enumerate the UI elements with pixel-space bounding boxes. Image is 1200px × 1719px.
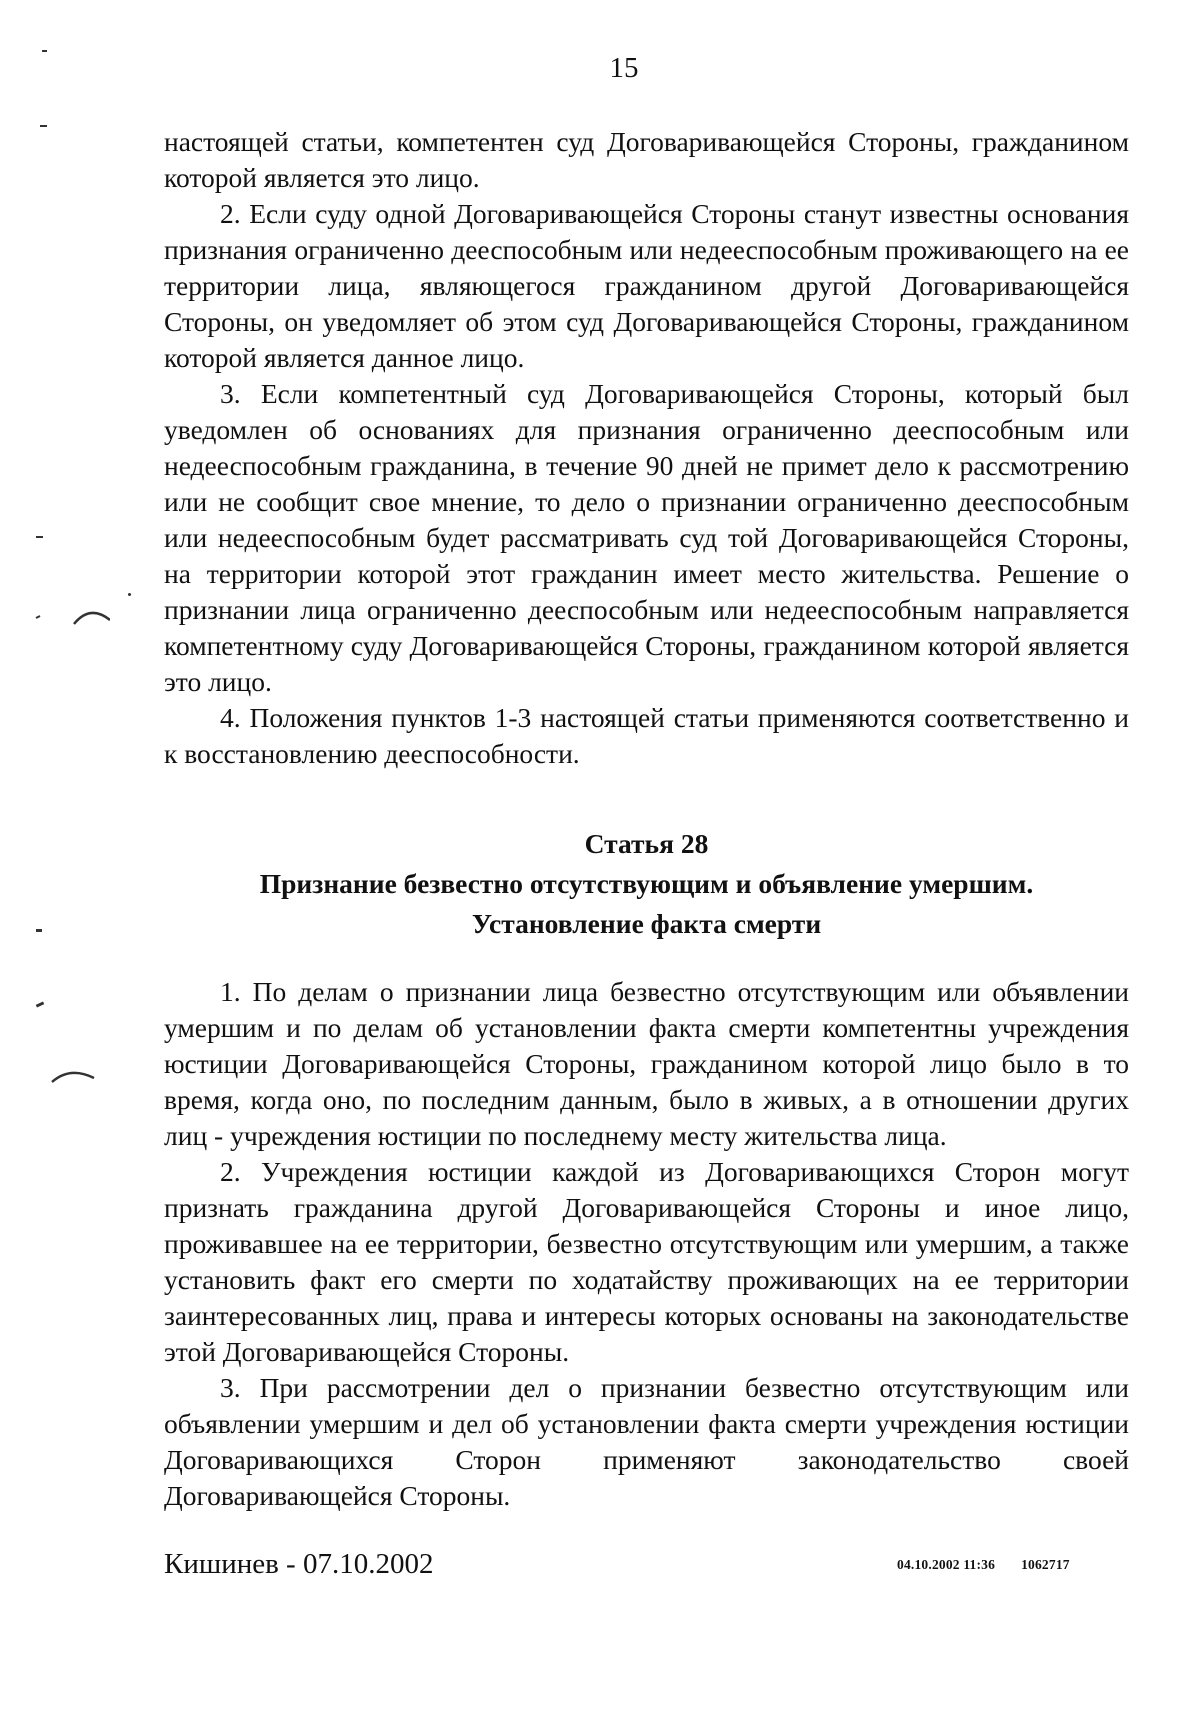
article-paragraph-2: 2. Учреждения юстиции каждой из Договаривающихся Сторон могут признать гражданина другой Договаривающейся Стороны и иное лицо, проживавшее на ее территории, безвестно отсутствующим или умершим, а также установить факт его смерти по ходатайству проживающих на ее территории заинтересованных лиц, права и интересы которых основаны на законодательстве этой Договаривающейся Стороны. <box>164 1156 1129 1367</box>
page-number: 15 <box>609 52 639 84</box>
article-paragraph-3: 3. При рассмотрении дел о признании безвестно отсутствующим или объявлении умершим и дел об установлении факта смерти учреждения юстиции Договаривающихся Сторон применяют законодательство своей Договаривающейся Стороны. <box>164 1372 1129 1511</box>
footer-doc-number: 1062717 <box>1021 1557 1070 1572</box>
scan-mark <box>36 1001 45 1007</box>
section-body-continued <box>164 124 1129 772</box>
scan-arc-mark <box>48 1064 98 1088</box>
paragraph-4: 4. Положения пунктов 1-3 настоящей статьи применяются соответственно и к восстановлению дееспособности. <box>164 702 1129 769</box>
article-paragraph-1: 1. По делам о признании лица безвестно отсутствующим или объявлении умершим и по делам об установлении факта смерти компетентны учреждения юстиции Договаривающейся Стороны, гражданином которой лицо было в то время, когда оно, по последним данным, было в живых, а в отношении других лиц - учреждения юстиции по последнему месту жительства лица. <box>164 976 1129 1151</box>
article-title-line-1: Признание безвестно отсутствующим и объявление умершим. <box>259 868 1034 899</box>
footer-stamp <box>897 1557 1070 1573</box>
article-title-line-2: Установление факта смерти <box>471 908 822 939</box>
scan-arc-mark <box>30 600 110 630</box>
scan-mark <box>128 593 131 596</box>
scan-mark <box>36 929 42 932</box>
article-body <box>164 974 1129 1514</box>
scan-mark <box>40 125 47 127</box>
scan-mark <box>42 50 47 52</box>
paragraph-continuation: настоящей статьи, компетентен суд Договаривающейся Стороны, гражданином которой является это лицо. <box>164 126 1129 193</box>
paragraph-2: 2. Если суду одной Договаривающейся Стороны станут известны основания признания ограниченно дееспособным или недееспособным проживающего на ее территории лица, являющегося гражданином другой Договаривающейся Стороны, он уведомляет об этом суд Договаривающейся Стороны, гражданином которой является данное лицо. <box>164 198 1129 373</box>
article-number: Статья 28 <box>584 828 709 859</box>
footer-timestamp: 04.10.2002 11:36 <box>897 1557 996 1572</box>
scan-mark <box>36 536 43 538</box>
paragraph-3: 3. Если компетентный суд Договаривающейся Стороны, который был уведомлен об основаниях для признания ограниченно дееспособным или недееспособным гражданина, в течение 90 дней не примет дело к рассмотрению или не сообщит свое мнение, то дело о признании ограниченно дееспособным или недееспособным будет рассматривать суд той Договаривающейся Стороны, на территории которой этот гражданин имеет место жительства. Решение о признании лица ограниченно дееспособным или недееспособным направляется компетентному суду Договаривающейся Стороны, гражданином которой является это лицо. <box>164 378 1129 697</box>
footer-place-date: Кишинев - 07.10.2002 <box>164 1548 434 1580</box>
